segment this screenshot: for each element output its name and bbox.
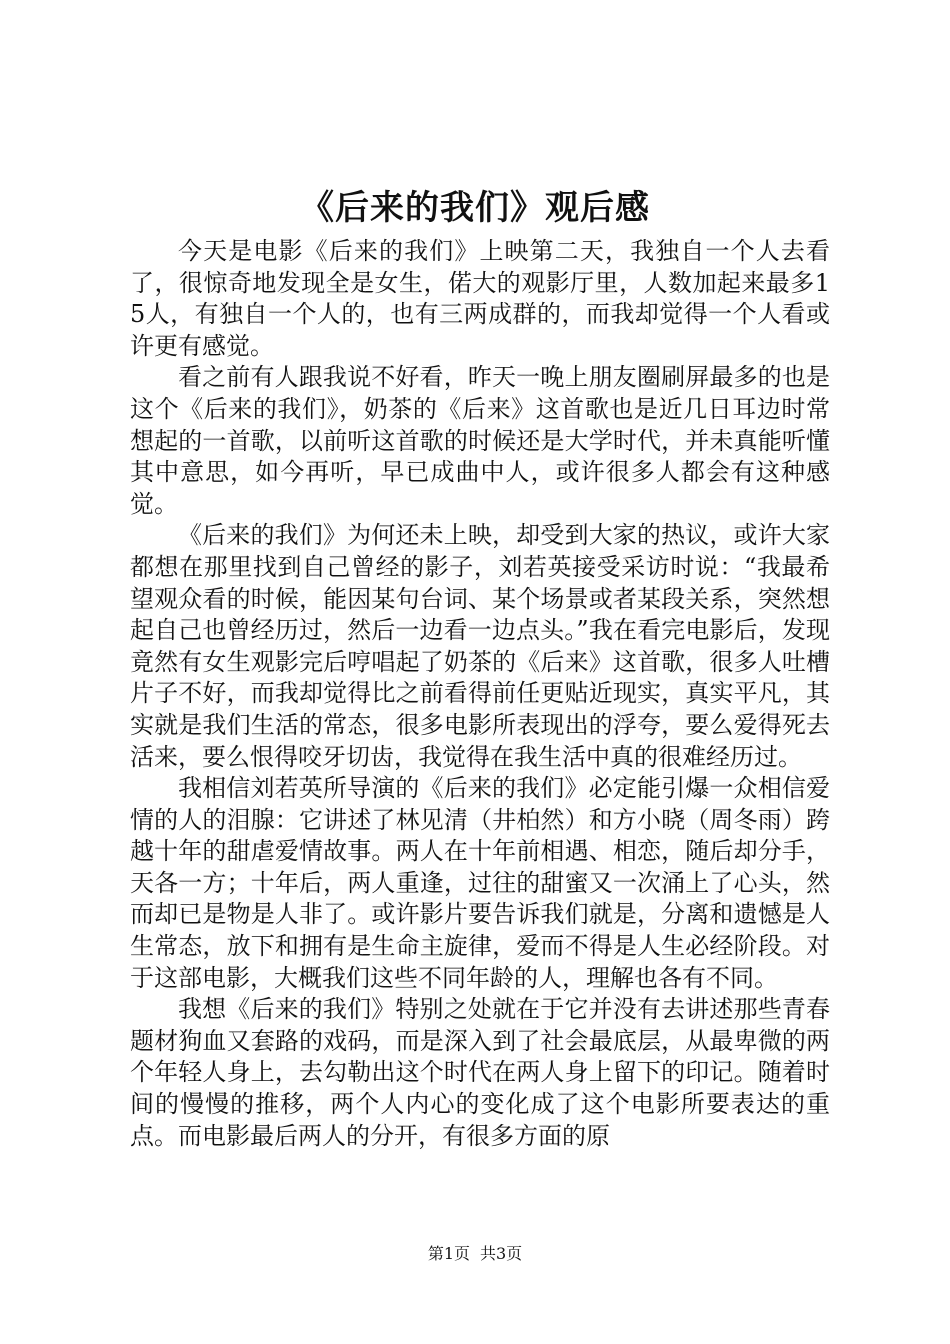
page-total: 共3页	[480, 1244, 523, 1263]
page-number: 第1页	[427, 1244, 470, 1263]
page-footer	[0, 1243, 950, 1265]
document-title: 《后来的我们》观后感	[300, 188, 650, 228]
paragraph-1: 今天是电影《后来的我们》上映第二天，我独自一个人去看了，很惊奇地发现全是女生，偌大的观影厅里，人数加起来最多15人，有独自一个人的，也有三两成群的，而我却觉得一个人看或许更有感觉。	[130, 237, 830, 360]
paragraph-5: 我想《后来的我们》特别之处就在于它并没有去讲述那些青春题材狗血又套路的戏码，而是深入到了社会最底层，从最卑微的两个年轻人身上，去勾勒出这个时代在两人身上留下的印记。随着时间的慢慢的推移，两个人内心的变化成了这个电影所要表达的重点。而电影最后两人的分开，有很多方面的原	[130, 995, 830, 1150]
paragraph-4: 我相信刘若英所导演的《后来的我们》必定能引爆一众相信爱情的人的泪腺：它讲述了林见清（井柏然）和方小晓（周冬雨）跨越十年的甜虐爱情故事。两人在十年前相遇、相恋，随后却分手，天各一方；十年后，两人重逢，过往的甜蜜又一次涌上了心头，然而却已是物是人非了。或许影片要告诉我们就是，分离和遗憾是人生常态，放下和拥有是生命主旋律，爱而不得是人生必经阶段。对于这部电影，大概我们这些不同年龄的人，理解也各有不同。	[130, 774, 830, 992]
paragraph-2: 看之前有人跟我说不好看，昨天一晚上朋友圈刷屏最多的也是这个《后来的我们》，奶茶的《后来》这首歌也是近几日耳边时常想起的一首歌，以前听这首歌的时候还是大学时代，并未真能听懂其中意思，如今再听，早已成曲中人，或许很多人都会有这种感觉。	[130, 363, 830, 518]
paragraph-3: 《后来的我们》为何还未上映，却受到大家的热议，或许大家都想在那里找到自己曾经的影子，刘若英接受采访时说：“我最希望观众看的时候，能因某句台词、某个场景或者某段关系，突然想起自己也曾经历过，然后一边看一边点头。”我在看完电影后，发现竟然有女生观影完后哼唱起了奶茶的《后来》这首歌，很多人吐槽片子不好，而我却觉得比之前看得前任更贴近现实，真实平凡，其实就是我们生活的常态，很多电影所表现出的浮夸，要么爱得死去活来，要么恨得咬牙切齿，我觉得在我生活中真的很难经历过。	[130, 521, 830, 771]
document-body	[130, 236, 830, 1152]
